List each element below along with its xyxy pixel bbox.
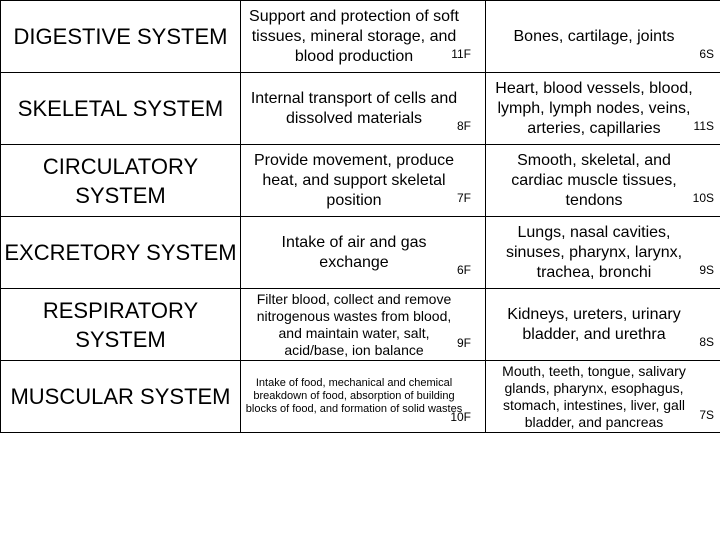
table-row bbox=[1, 289, 720, 361]
function-cell bbox=[241, 1, 486, 73]
structure-code: 8S bbox=[699, 335, 714, 349]
function-cell bbox=[241, 73, 486, 145]
function-text: Internal transport of cells and dissolved materials bbox=[250, 89, 458, 127]
structure-cell bbox=[486, 289, 720, 361]
system-name-cell bbox=[1, 289, 241, 361]
structure-code: 6S bbox=[699, 47, 714, 61]
function-text: Intake of food, mechanical and chemical breakdown of food, absorption of building blocks of food, and formation of solid wastes bbox=[245, 377, 463, 415]
function-code: 7F bbox=[456, 191, 471, 205]
function-text: Provide movement, produce heat, and support skeletal position bbox=[253, 151, 455, 209]
structure-cell bbox=[486, 1, 720, 73]
structure-cell bbox=[486, 217, 720, 289]
system-name-cell bbox=[1, 73, 241, 145]
function-cell bbox=[241, 145, 486, 217]
table-row bbox=[1, 217, 720, 289]
structure-text: Bones, cartilage, joints bbox=[513, 27, 675, 45]
system-name-cell bbox=[1, 1, 241, 73]
function-text: Support and protection of soft tissues, mineral storage, and blood production bbox=[249, 7, 459, 65]
function-code: 8F bbox=[456, 119, 471, 133]
function-code: 11F bbox=[451, 47, 471, 61]
system-name: SKELETAL SYSTEM bbox=[17, 96, 224, 121]
function-code: 6F bbox=[456, 263, 471, 277]
function-text: Filter blood, collect and remove nitrogenous wastes from blood, and maintain water, salt, acid/base, ion balance bbox=[256, 290, 452, 358]
structure-text: Lungs, nasal cavities, sinuses, pharynx, larynx, trachea, bronchi bbox=[505, 223, 683, 281]
structure-code: 11S bbox=[693, 119, 714, 133]
function-cell bbox=[241, 289, 486, 361]
table-row bbox=[1, 361, 720, 433]
structure-cell bbox=[486, 361, 720, 433]
structure-cell bbox=[486, 145, 720, 217]
system-name: RESPIRATORY SYSTEM bbox=[42, 297, 199, 352]
structure-text: Smooth, skeletal, and cardiac muscle tissues, tendons bbox=[511, 151, 677, 209]
function-code: 9F bbox=[456, 336, 471, 350]
structure-code: 7S bbox=[699, 408, 714, 422]
table-row bbox=[1, 145, 720, 217]
function-cell bbox=[241, 361, 486, 433]
table-row bbox=[1, 73, 720, 145]
structure-code: 9S bbox=[699, 263, 714, 277]
structure-text: Heart, blood vessels, blood, lymph, lymph nodes, veins, arteries, capillaries bbox=[495, 79, 693, 137]
function-text: Intake of air and gas exchange bbox=[281, 233, 427, 271]
structure-text: Kidneys, ureters, urinary bladder, and urethra bbox=[507, 305, 681, 343]
system-name: EXCRETORY SYSTEM bbox=[4, 240, 237, 265]
table-row bbox=[1, 1, 720, 73]
system-name: CIRCULATORY SYSTEM bbox=[42, 153, 199, 208]
function-cell bbox=[241, 217, 486, 289]
system-name-cell bbox=[1, 145, 241, 217]
system-name: MUSCULAR SYSTEM bbox=[10, 384, 231, 409]
system-name-cell bbox=[1, 217, 241, 289]
system-name-cell bbox=[1, 361, 241, 433]
structure-text: Mouth, teeth, tongue, salivary glands, pharynx, esophagus, stomach, intestines, liver, gall bladder, and pancreas bbox=[502, 362, 686, 430]
system-name: DIGESTIVE SYSTEM bbox=[13, 24, 228, 49]
structure-cell bbox=[486, 73, 720, 145]
structure-code: 10S bbox=[692, 191, 714, 205]
function-code: 10F bbox=[450, 410, 471, 424]
